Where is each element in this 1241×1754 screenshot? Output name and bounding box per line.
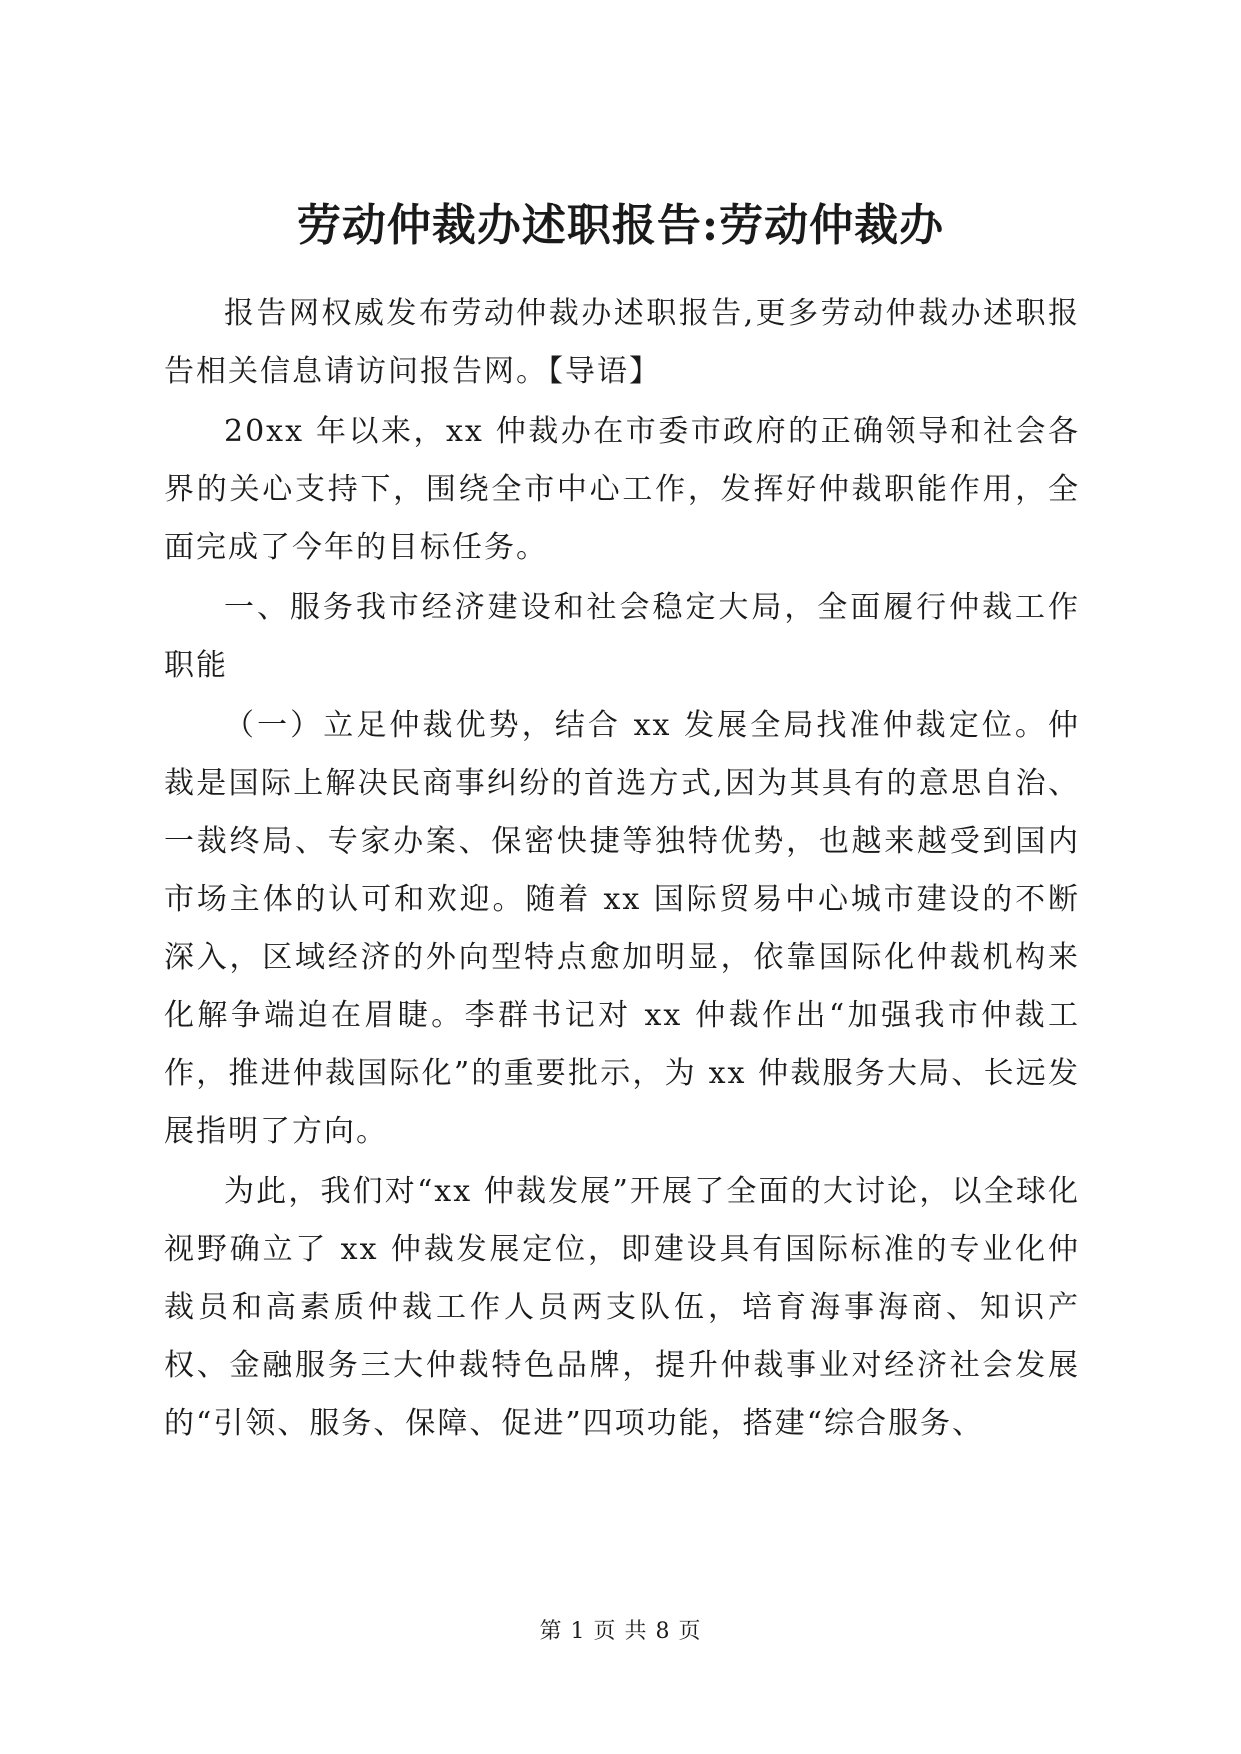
document-body — [164, 285, 1080, 1453]
section-heading-1: 一、服务我市经济建设和社会稳定大局，全面履行仲裁工作职能 — [164, 590, 1080, 683]
page-number: 第 1 页 共 8 页 — [539, 1619, 702, 1644]
document-title: 劳动仲裁办述职报告:劳动仲裁办 — [296, 200, 945, 251]
paragraph-subsection-1: （一）立足仲裁优势，结合 xx 发展全局找准仲裁定位。仲裁是国际上解决民商事纠纷的首选方式,因为其具有的意思自治、一裁终局、专家办案、保密快捷等独特优势，也越来越受到国内市场主体的认可和欢迎。随着 xx 国际贸易中心城市建设的不断深入，区域经济的外向型特点愈加明显，依靠国际化仲裁机构来化解争端迫在眉睫。李群书记对 xx 仲裁作出“加强我市仲裁工作，推进仲裁国际化”的重要批示，为 xx 仲裁服务大局、长远发展指明了方向。 — [164, 708, 1080, 1149]
paragraph-development: 为此，我们对“xx 仲裁发展”开展了全面的大讨论，以全球化视野确立了 xx 仲裁发展定位，即建设具有国际标准的专业化仲裁员和高素质仲裁工作人员两支队伍，培育海事海商、知识产权、金融服务三大仲裁特色品牌，提升仲裁事业对经济社会发展的“引领、服务、保障、促进”四项功能，搭建“综合服务、 — [164, 1174, 1080, 1441]
paragraph-intro: 报告网权威发布劳动仲裁办述职报告,更多劳动仲裁办述职报告相关信息请访问报告网。【导语】 — [164, 296, 1080, 389]
paragraph-summary: 20xx 年以来，xx 仲裁办在市委市政府的正确领导和社会各界的关心支持下，围绕全市中心工作，发挥好仲裁职能作用，全面完成了今年的目标任务。 — [164, 414, 1080, 565]
